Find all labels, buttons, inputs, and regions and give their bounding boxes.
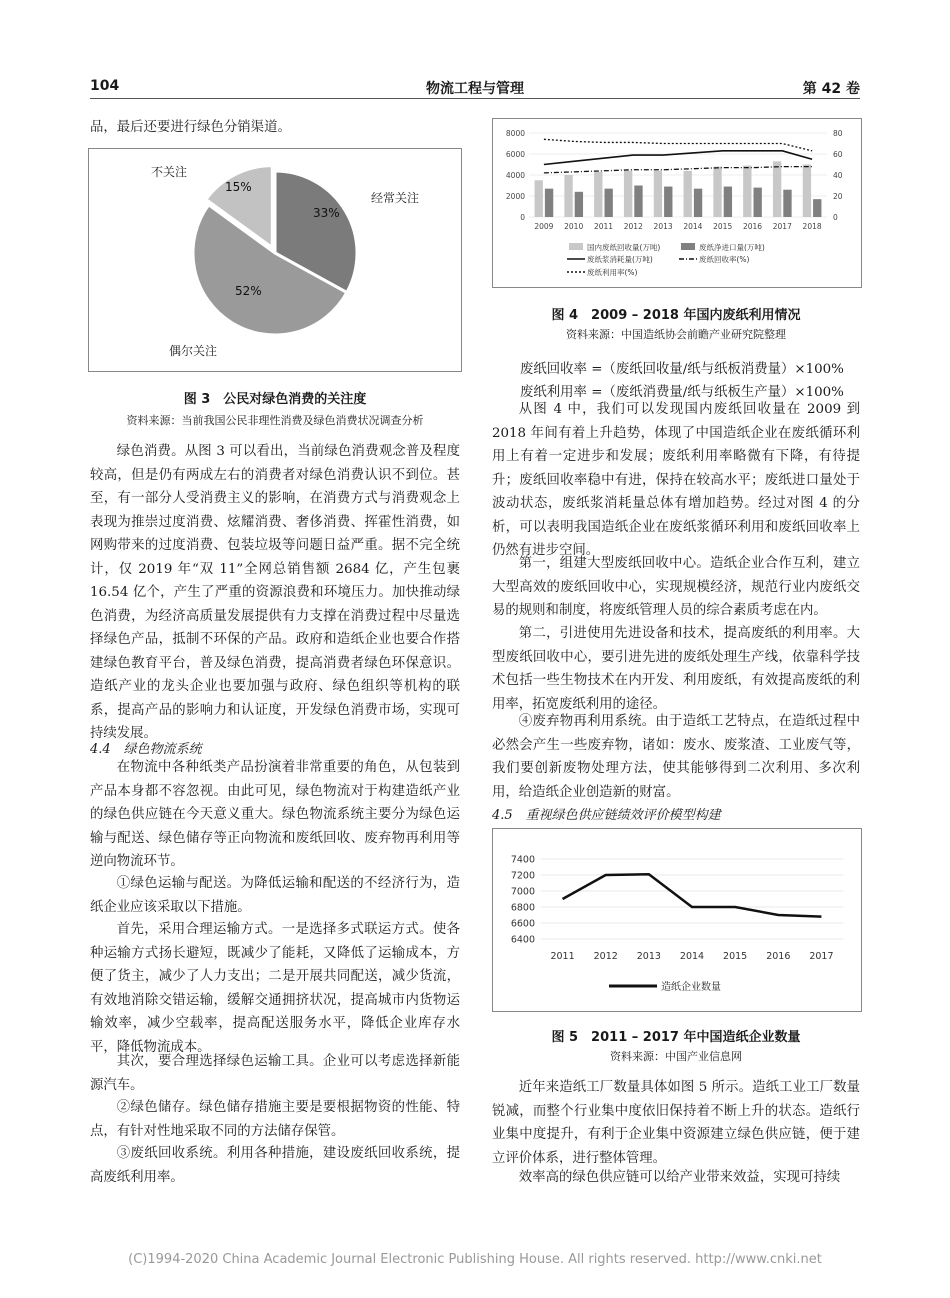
line-pulp-consumption bbox=[544, 151, 812, 165]
y-tick-label: 6400 bbox=[510, 934, 535, 946]
legend-utilization-rate: 废纸利用率(%) bbox=[587, 268, 638, 277]
bar-recovery-volume bbox=[803, 165, 811, 218]
y-tick-label: 7400 bbox=[510, 854, 535, 866]
figure3-source: 资料来源：当前我国公民非理性消费及绿色消费状况调查分析 bbox=[126, 414, 424, 427]
pie-value-none: 15% bbox=[225, 180, 252, 194]
y2-tick-label: 80 bbox=[833, 129, 843, 138]
y2-tick-label: 60 bbox=[833, 150, 843, 159]
legend-swatch-net-import bbox=[681, 243, 695, 250]
y2-tick-label: 20 bbox=[833, 192, 843, 201]
legend-net-import: 废纸净进口量(万吨) bbox=[699, 243, 765, 252]
legend-recovery-rate: 废纸回收率(%) bbox=[699, 255, 750, 264]
bar-recovery-volume bbox=[713, 167, 721, 217]
right-paragraph-6: 效率高的绿色供应链可以给产业带来效益，实现可持续 bbox=[518, 1170, 841, 1185]
line-recovery-rate bbox=[544, 167, 812, 173]
left-intro: 品，最后还要进行绿色分销渠道。 bbox=[90, 120, 291, 135]
y2-tick-label: 0 bbox=[833, 213, 838, 222]
line-utilization-rate bbox=[544, 139, 812, 151]
header-rule bbox=[90, 98, 860, 99]
figure5-caption: 图 5 2011 – 2017 年中国造纸企业数量 bbox=[551, 1030, 801, 1045]
x-tick-label: 2017 bbox=[809, 951, 834, 962]
bar-net-import bbox=[664, 187, 672, 217]
x-tick-label: 2013 bbox=[653, 222, 673, 231]
x-tick-label: 2011 bbox=[550, 951, 575, 962]
left-paragraph-3: ①绿色运输与配送。为降低运输和配送的不经济行为，造纸企业应该采取以下措施。 bbox=[90, 876, 460, 915]
left-paragraph-6: ②绿色储存。绿色储存措施主要是要根据物资的性能、特点，有针对性地采取不同的方法储存保管。 bbox=[90, 1100, 460, 1139]
x-tick-label: 2017 bbox=[772, 222, 792, 231]
pie-value-frequent: 33% bbox=[313, 206, 340, 220]
figure4-box bbox=[492, 118, 862, 288]
legend-recovery-volume: 国内废纸回收量(万吨) bbox=[587, 243, 661, 252]
journal-title: 物流工程与管理 bbox=[426, 81, 524, 97]
figure3-box bbox=[88, 148, 462, 372]
line-chart bbox=[493, 829, 861, 1011]
x-tick-label: 2013 bbox=[636, 951, 661, 962]
left-paragraph-4: 首先，采用合理运输方式。一是选择多式联运方式。使各种运输方式扬长避短，既减少了能耗，又降低了运输成本，方便了货主，减少了人力支出；二是开展共同配送，减少货流，有效地消除交错运输，缓解交通拥挤状况，提高城市内货物运输效率，减少空载率，提高配送服务水平，降低企业库存水平，降低物流成本。 bbox=[90, 922, 460, 1055]
figure3-caption: 图 3 公民对绿色消费的关注度 bbox=[183, 392, 367, 407]
left-paragraph-2: 在物流中各种纸类产品扮演着非常重要的角色，从包装到产品本身都不容忽视。由此可见，绿色物流对于构建造纸产业的绿色供应链在今天意义重大。绿色物流系统主要分为绿色运输与配送、绿色储存等正向物流和废纸回收、废弃物再利用等逆向物流环节。 bbox=[90, 760, 460, 869]
bar-net-import bbox=[575, 192, 583, 217]
y-tick-label: 6000 bbox=[505, 150, 525, 159]
pie-label-none: 不关注 bbox=[151, 165, 188, 179]
bar-net-import bbox=[724, 187, 732, 217]
bar-net-import bbox=[813, 199, 821, 217]
figure4-caption: 图 4 2009 – 2018 年国内废纸利用情况 bbox=[551, 308, 801, 323]
combo-chart bbox=[493, 119, 861, 287]
x-tick-label: 2009 bbox=[534, 222, 554, 231]
figure4-source: 资料来源：中国造纸协会前瞻产业研究院整理 bbox=[566, 328, 786, 341]
legend-pulp-consumption: 废纸浆消耗量(万吨) bbox=[587, 255, 653, 264]
right-paragraph-1: 从图 4 中，我们可以发现国内废纸回收量在 2009 到 2018 年间有着上升趋势，体现了中国造纸企业在废纸循环利用上有着一定进步和发展；废纸利用率略微有下降，有待提升；废纸回收率稳中有进，保持在较高水平；废纸进口量处于波动状态，废纸浆消耗量总体有增加趋势。经过对图 4 的分析，可以表明我国造纸企业在废纸浆循环利用和废纸回收率上仍然有进步空间。 bbox=[492, 402, 860, 558]
legend-enterprises: 造纸企业数量 bbox=[661, 982, 721, 993]
x-tick-label: 2014 bbox=[679, 951, 705, 962]
x-tick-label: 2016 bbox=[766, 951, 791, 962]
x-tick-label: 2014 bbox=[683, 222, 703, 231]
page-number: 104 bbox=[90, 78, 120, 94]
x-tick-label: 2015 bbox=[713, 222, 733, 231]
y-tick-label: 2000 bbox=[505, 192, 525, 201]
figure5-box bbox=[492, 828, 862, 1012]
section-4-4-heading: 4.4 绿色物流系统 bbox=[90, 742, 202, 757]
section-4-5-heading: 4.5 重视绿色供应链绩效评价模型构建 bbox=[492, 808, 721, 823]
x-tick-label: 2011 bbox=[593, 222, 614, 231]
x-tick-label: 2015 bbox=[723, 951, 748, 962]
bar-recovery-volume bbox=[594, 172, 602, 217]
bar-net-import bbox=[754, 188, 762, 217]
pie-label-frequent: 经常关注 bbox=[371, 191, 420, 205]
left-paragraph-1: 绿色消费。从图 3 可以看出，当前绿色消费观念普及程度较高，但是仍有两成左右的消费者对绿色消费认识不到位。甚至，有一部分人受消费主义的影响，在消费方式与消费观念上表现为推崇过度消费、炫耀消费、奢侈消费、挥霍性消费，如网购带来的过度消费、包装垃圾等问题日益严重。据不完全统计，仅 2019 年“双 11”全网总销售额 2684 亿，产生包裹 16.54 亿个，产生了严重的资源浪费和环境压力。加快推动绿色消费，为经济高质量发展提供有力支撑在消费过程中尽量选择绿色产品，抵制不环保的产品。政府和造纸企业也要合作搭建绿色教育平台，普及绿色消费，提高消费者绿色环保意识。造纸产业的龙头企业也要加强与政府、绿色组织等机构的联系，提高产品的影响力和认证度，开发绿色消费市场，实现可持续发展。 bbox=[90, 444, 460, 741]
x-tick-label: 2018 bbox=[802, 222, 822, 231]
bar-recovery-volume bbox=[535, 180, 543, 217]
pie-chart bbox=[89, 149, 461, 371]
figure5-source: 资料来源：中国产业信息网 bbox=[610, 1050, 742, 1063]
right-paragraph-5: 近年来造纸工厂数量具体如图 5 所示。造纸工业工厂数量锐减，而整个行业集中度依旧保持着不断上升的状态。造纸行业集中度提升，有利于企业集中资源建立绿色供应链，便于建立评价体系，进行整体管理。 bbox=[492, 1080, 860, 1166]
bar-recovery-volume bbox=[564, 175, 572, 217]
left-paragraph-7: ③废纸回收系统。利用各种措施，建设废纸回收系统，提高废纸利用率。 bbox=[90, 1146, 460, 1185]
y2-tick-label: 40 bbox=[833, 171, 843, 180]
pie-value-occasional: 52% bbox=[235, 284, 262, 298]
bar-net-import bbox=[545, 189, 553, 217]
bar-net-import bbox=[634, 186, 642, 218]
legend-swatch-recovery-volume bbox=[569, 243, 583, 250]
bar-net-import bbox=[605, 189, 613, 217]
x-tick-label: 2012 bbox=[623, 222, 643, 231]
y-tick-label: 7000 bbox=[510, 886, 535, 898]
right-paragraph-4: ④废弃物再利用系统。由于造纸工艺特点，在造纸过程中必然会产生一些废弃物，诸如：废水、废浆渣、工业废气等，我们要创新废物处理方法，使其能够得到二次利用、多次利用，给造纸企业创造新的财富。 bbox=[492, 714, 860, 800]
bar-net-import bbox=[783, 190, 791, 217]
formula-recovery-rate: 废纸回收率 =（废纸回收量/纸与纸板消费量）×100% bbox=[520, 362, 844, 377]
y-tick-label: 0 bbox=[520, 213, 525, 222]
bar-recovery-volume bbox=[773, 161, 781, 217]
x-tick-label: 2010 bbox=[564, 222, 584, 231]
y-tick-label: 6600 bbox=[510, 918, 535, 930]
bar-recovery-volume bbox=[684, 171, 692, 217]
x-tick-label: 2016 bbox=[742, 222, 763, 231]
pie-label-occasional: 偶尔关注 bbox=[169, 344, 218, 358]
formula-utilization-rate: 废纸利用率 =（废纸消费量/纸与纸板生产量）×100% bbox=[520, 385, 844, 400]
bar-recovery-volume bbox=[624, 171, 632, 217]
volume-label: 第 42 卷 bbox=[802, 81, 860, 97]
y-tick-label: 7200 bbox=[510, 870, 535, 882]
y-tick-label: 8000 bbox=[505, 129, 525, 138]
line-enterprises bbox=[563, 874, 822, 916]
y-tick-label: 4000 bbox=[505, 171, 525, 180]
bar-net-import bbox=[694, 189, 702, 217]
right-paragraph-3: 第二，引进使用先进设备和技术，提高废纸的利用率。大型废纸回收中心，要引进先进的废纸处理生产线，依靠科学技术包括一些生物技术在内开发、利用废纸，有效提高废纸的利用率，拓宽废纸利用的途径。 bbox=[492, 626, 860, 712]
bar-recovery-volume bbox=[654, 171, 662, 217]
x-tick-label: 2012 bbox=[593, 951, 618, 962]
y-tick-label: 6800 bbox=[510, 902, 535, 914]
right-paragraph-2: 第一，组建大型废纸回收中心。造纸企业合作互利，建立大型高效的废纸回收中心，实现规模经济，规范行业内废纸交易的规则和制度，将废纸管理人员的综合素质考虑在内。 bbox=[492, 556, 860, 618]
bar-recovery-volume bbox=[743, 166, 751, 217]
left-paragraph-5: 其次，要合理选择绿色运输工具。企业可以考虑选择新能源汽车。 bbox=[90, 1054, 460, 1093]
copyright-footer: (C)1994-2020 China Academic Journal Electronic Publishing House. All rights reserved. http://www.cnki.net bbox=[128, 1252, 822, 1267]
